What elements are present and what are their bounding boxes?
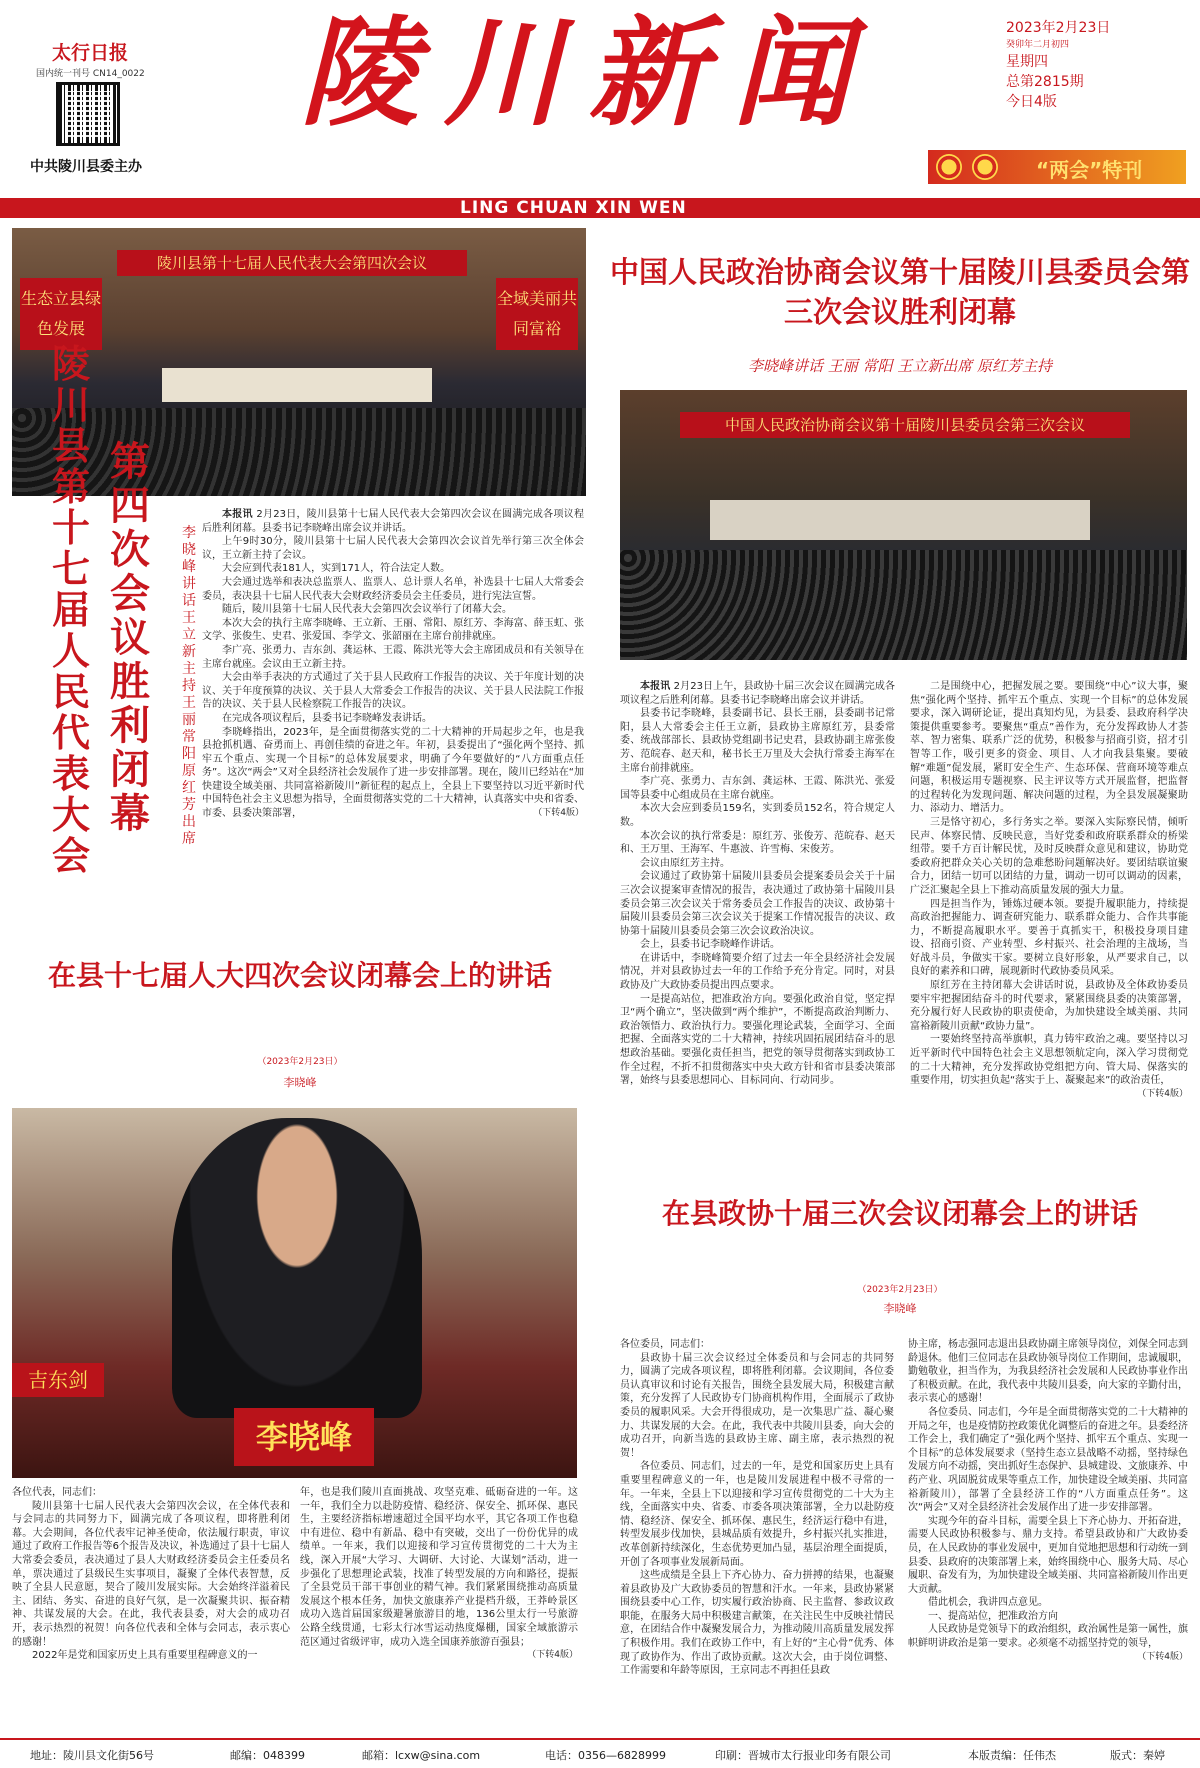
issue-number: 总第2815期 [1006, 74, 1084, 90]
stage [710, 500, 1090, 540]
cppcc-speech-col1: 各位委员，同志们： 县政协十届三次会议经过全体委员和与会同志的共同努力，圆满了完成各项议程，即将胜利闭幕。会议期间，各位委员认真审议和讨论有关报告，围绕全县发展大局，积极建言献策，充分发挥了人民政协专门协商机构作用，全面展示了政协委员的履职风采。大会开得很成功，是一次集思广益、凝心聚力、共谋发展的大会。在此，我代表中共陵川县委，向大会的成功召开，向新当选的县政协主席、副主席，表示热烈的祝贺！ 各位委员、同志们，过去的一年，是党和国家历史上具有重要里程碑意义的一年，也是陵川发展进程中极不寻常的一年。一年来，全县上下以迎接和学习宣传贯彻党的二十大为主线，全面落实中央、省委、市委各项决策部署，全力以赴防疫情、稳经济、保安全、抓环保、惠民生，经济运行稳中有进，转型发展步伐加快，县城品质有效提升，乡村振兴扎实推进，改革创新持续深化，生态优势更加凸显，基层治理全面提质，开创了各项事业发展新局面。 这些成绩是全县上下齐心协力、奋力拼搏的结果，也凝聚着县政协及广大政协委员的智慧和汗水。一年来，县政协紧紧围绕县委中心工作，切实履行政治协商、民主监督、参政议政职能，在服务大局中积极建言献策，在关注民生中反映社情民意，在团结合作中凝聚发展合力，为推动陵川高质量发展发挥了积极作用。我们在政协工作中，有上好的“主心骨”优秀、体现了政协作为、作出了政协贡献。这次大会，由于岗位调整、工作需要和年龄等原因，王京同志不再担任县政 [620, 1339, 894, 1677]
date-block [1006, 18, 1186, 112]
cn-number: 国内统一刊号 CN14_0022 [36, 69, 145, 79]
footer-postcode: 邮编：048399 [230, 1749, 305, 1762]
footer [0, 1738, 1200, 1768]
cppcc-speech-title: 在县政协十届三次会议闭幕会上的讲话 [661, 1197, 1138, 1230]
cppcc-article-col1: 本报讯 2月23日上午，县政协十届三次会议在圆满完成各项议程之后胜利闭幕。县委书记李晓峰出席会议并讲话。 县委书记李晓峰，县委副书记、县长王丽，县委副书记常阳，县人大常委会主任王立新，县政协主席原红芳，县委常委、统战部部长、县政协党组副书记史君，县政协副主席张俊芳、范皖春、赵天和，秘书长王万里及大会执行常委主海军在主席台前排就座。 李广亮、张勇力、吉东剑、龚运林、王霞、陈洪光、张爱国等县委中心组成员在主席台就座。 本次大会应到委员159名，实到委员152名，符合规定人数。 本次会议的执行常委是：原红芳、张俊芳、范皖春、赵天和、王万里、王海军、牛惠波、许雪梅、宋俊芳。 会议由原红芳主持。 会议通过了政协第十届陵川县委员会提案委员会关于十届三次会议提案审查情况的报告，表决通过了政协第十届陵川县委员会第三次会议关于常务委员会工作报告的决议、政协第十届陵川县委员会第三次会议关于提案工作情况报告的决议、政协第十届陵川县委员会第三次会议政治决议。 会上，县委书记李晓峰作讲话。 在讲话中，李晓峰简要介绍了过去一年全县经济社会发展情况，并对县政协过去一年的工作给予充分肯定。同时，对县政协及广大政协委员提出四点要求。 一是提高站位，把准政治方向。要强化政治自觉，坚定捍卫“两个确立”，坚决做到“两个维护”，不断提高政治判断力、政治领悟力、政治执行力。要强化理论武装，全面学习、全面把握、全面落实党的二十大精神，持续巩固拓展团结奋斗的思想政治基础。要强化责任担当，把党的领导贯彻落实到政协工作全过程，不折不扣贯彻落实中央大政方针和省市县委决策部署，始终与县委思想同心、目标同向、行动同步。 [620, 681, 895, 1087]
audience [620, 550, 1187, 660]
cppcc-speech-speaker: 李晓峰 [883, 1302, 917, 1315]
emblem-icon [972, 154, 998, 180]
footer-editor: 本版责编：任伟杰 [968, 1749, 1056, 1762]
footer-phone: 电话：0356—6828999 [545, 1749, 666, 1762]
paper-logo: 太行日报 [52, 42, 129, 64]
npc-headline-sub: 第四次会议胜利闭幕 [110, 439, 150, 837]
npc-headline-main: 陵川县第十七届人民代表大会 [52, 342, 91, 878]
article-lead: 本报讯 [222, 509, 253, 520]
photo-slogan-right: 全域美丽共同富裕 [496, 278, 578, 350]
npc-speech-speaker: 李晓峰 [283, 1076, 317, 1089]
npc-speech-title: 在县十七届人大四次会议闭幕会上的讲话 [47, 959, 552, 992]
cppcc-speech-col2: 协主席，杨志强同志退出县政协副主席领导岗位，刘保全同志到龄退休。他们三位同志在县政协领导岗位工作期间，忠诚履职，勤勉敬业，担当作为，为我县经济社会发展和人民政协事业作出了积极贡献。在此，我代表中共陵川县委，向大家的辛勤付出，表示衷心的感谢！ 各位委员、同志们，今年是全面贯彻落实党的二十大精神的开局之年，也是疫情防控政策优化调整后的奋进之年。县委经济工作会上，我们确定了“强化两个坚持、抓牢五个重点、实现一个目标”的总体发展要求（坚持生态立县战略不动摇，坚持绿色发展方向不动摇，突出抓好生态保护、县城建设、文旅康养、中药产业、巩固脱贫成果等重点工作，加快建设全域美丽、共同富裕新陵川），部署了全县经济工作的“八方面重点任务”。这次“两会”又对全县经济社会发展作出了进一步安排部署。 实现今年的奋斗目标，需要全县上下齐心协力、开拓奋进，需要人民政协积极参与、鼎力支持。希望县政协和广大政协委员，在人民政协的事业发展中，更加自觉地把思想和行动统一到县委、县政府的决策部署上来，始终围绕中心、服务大局、尽心履职、奋发有为，为加快建设全域美丽、共同富裕新陵川作出更大贡献。 借此机会，我讲四点意见。 一、提高站位，把准政治方向 人民政协是党领导下的政治组织，政治属性是第一属性，旗帜鲜明讲政治是第一要求。必须毫不动摇坚持党的领导， （下转4版） [908, 1338, 1188, 1730]
page-count: 今日4版 [1006, 94, 1057, 110]
cppcc-article-col2: 二是围绕中心，把握发展之要。要围绕“中心”议大事，聚焦“强化两个坚持、抓牢五个重点、实现一个目标”的总体发展要求，深入调研论证，提出真知灼见，为县委、县政府科学决策提供重要参考。要聚焦“重点”善作为，充分发挥政协人才荟萃、智力密集、联系广泛的优势，积极参与招商引资，招才引智等工作，吸引更多的资金、项目、人才向我县集聚。要破解“难题”促发展，紧盯安全生产、生态环保、营商环境等难点问题，积极运用专题视察、民主评议等方式开展监督，把监督的过程转化为发现问题、解决问题的过程，为全县发展凝聚助力、添动力、增活力。 三是恪守初心，多行务实之举。要深入实际察民情，倾听民声、体察民情、反映民意，当好党委和政府联系群众的桥梁纽带。要千方百计解民忧，及时反映群众意见和建议，协助党委政府把群众关心关切的急难愁盼问题解决好。要团结联谊聚合力，团结一切可以团结的力量，调动一切可以调动的因素，广泛汇聚起全县上下推动高质量发展的强大力量。 四是担当作为，锤炼过硬本领。要提升履职能力，持续提高政治把握能力、调查研究能力、联系群众能力、合作共事能力，不断提高履职水平。要善于真抓实干，积极投身项目建设、招商引资、产业转型、乡村振兴、社会治理的主战场，当好战斗员，争做实干家。要树立良好形象，从严要求自己，以良好的素养和口碑，展现新时代政协委员风采。 原红芳在主持闭幕大会讲话时说，县政协及全体政协委员要牢牢把握团结奋斗的时代要求，紧紧围绕县委的决策部署，充分履行好人民政协的职责使命，为加快建设全域美丽、共同富裕新陵川贡献“政协力量”。 一要始终坚持高举旗帜，真力铸牢政治之魂。要坚持以习近平新时代中国特色社会主义思想领航定向，深入学习贯彻党的二十大精神，充分发挥政协党组把方向、管大局、保落实的重要作用，切实担负起“落实于上、凝聚起来”的政治责任， （下转4版） [910, 680, 1188, 1172]
npc-speech-date: （2023年2月23日） [257, 1057, 343, 1067]
npc-headline-byline: 李晓峰讲话 王立新主持 王丽 常阳 原红芳出席 [182, 525, 196, 847]
photo-banner: 中国人民政治协商会议第十届陵川县委员会第三次会议 [680, 412, 1130, 438]
issue-date: 2023年2月23日 [1006, 20, 1111, 36]
lunar-date: 癸卯年二月初四 [1006, 40, 1070, 50]
photo-nameplate-left: 吉东剑 [12, 1363, 104, 1397]
emblem-icon [936, 154, 962, 180]
footer-address: 地址：陵川县文化街56号 [30, 1749, 154, 1762]
npc-article: 本报讯 2月23日，陵川县第十七届人民代表大会第四次会议在圆满完成各项议程后胜利闭幕。县委书记李晓峰出席会议并讲话。 上午9时30分，陵川县第十七届人民代表大会第四次会议首先举行第三次全体会议，王立新主持了会议。 大会应到代表181人，实到171人，符合法定人数。 大会通过选举和表决总监票人、监票人、总计票人名单，补选县十七届人大常委会委员，表决县十七届人民代表大会财政经济委员会主任委员，进行宪法宣誓。 随后，陵川县第十七届人民代表大会第四次会议举行了闭幕大会。 本次大会的执行主席李晓峰、王立新、王丽、常阳、原红芳、李海富、薛玉虹、张文学、张俊生、史君、张爱国、李学文、张韶丽在主席台前排就座。 李广亮、张勇力、吉东剑、龚运林、王霞、陈洪光等大会主席团成员和有关领导在主席台就座。会议由王立新主持。 大会由举手表决的方式通过了关于县人民政府工作报告的决议、关于年度计划的决议、关于年度预算的决议、关于县人大常委会工作报告的决议、关于县人民法院工作报告的决议、关于县人民检察院工作报告的决议。 在完成各项议程后，县委书记李晓峰发表讲话。 李晓峰指出，2023年，是全面贯彻落实党的二十大精神的开局起步之年，也是我县抢抓机遇、奋勇而上、再创佳绩的奋进之年。年初，县委提出了“强化两个坚持、抓牢五个重点、实现一个目标”的总体发展要求，明确了今年要做好的“八方面重点任务”。这次“两会”又对全县经济社会发展作了进一步安排部署。现在，陵川已经站在“加快建设全域美丽、共同富裕新陵川”新征程的起点上，全县上下要坚持以习近平新时代中国特色社会主义思想为指导，全面贯彻落实党的二十大精神，认真落实中央和省委、市委、县委决策部署， （下转4版） [202, 509, 584, 820]
continued-note: （下转4版） [1137, 1651, 1188, 1662]
footer-email: 邮箱：lcxw@sina.com [362, 1749, 481, 1762]
photo-slogan-left: 生态立县绿色发展 [20, 278, 102, 350]
special-edition-badge [928, 150, 1186, 184]
speaker-figure [172, 1118, 422, 1418]
cppcc-meeting-photo [620, 390, 1187, 660]
photo-banner: 陵川县第十七届人民代表大会第四次会议 [117, 250, 467, 276]
photo-nameplate: 李晓峰 [234, 1408, 374, 1466]
footer-layout: 版式：秦婷 [1110, 1749, 1165, 1762]
cppcc-headline: 中国人民政治协商会议第十届陵川县委员会第三次会议胜利闭幕 [610, 255, 1191, 329]
footer-printer: 印刷：晋城市太行报业印务有限公司 [715, 1749, 891, 1762]
cppcc-speech-date: （2023年2月23日） [857, 1285, 943, 1295]
continued-note: （下转4版） [527, 1650, 578, 1661]
continued-note: （下转4版） [1137, 1088, 1188, 1099]
weekday: 星期四 [1006, 54, 1048, 70]
npc-speech-col1: 各位代表，同志们： 陵川县第十七届人民代表大会第四次会议，在全体代表和与会同志的共同努力下，圆满完成了各项议程，即将胜利闭幕。大会期间，各位代表牢记神圣使命，依法履行职责，审议通过了政府工作报告等6个报告及决议，补选通过了县十七届人大常委会委员，表决通过了县人大财政经济委员会主任委员名单，票决通过了县级民生实事项目，凝聚了全体代表智慧，反映了全县人民意愿，契合了陵川发展实际。大会始终洋溢着民主、团结、务实、奋进的良好气氛，是一次凝聚共识、振奋精神、共谋发展的大会。在此，我代表县委，对大会的成功召开，表示热烈的祝贺！向各位代表和全体与会同志，表示衷心的感谢！ 2022年是党和国家历史上具有重要里程碑意义的一 [12, 1487, 290, 1662]
publisher: 中共陵川县委主办 [30, 159, 142, 175]
qr-code [56, 82, 120, 146]
npc-speech-col2: 年，也是我们陵川直面挑战、攻坚克难、砥砺奋进的一年。这一年，我们全力以赴防疫情、稳经济、保安全、抓环保、惠民生，主要经济指标增速超过全国平均水平，其它各项工作也稳中有进位、稳中有新晶、稳中有突破，交出了一份份优异的成绩单。一年来，我们以迎接和学习宣传贯彻党的二十大为主线，深入开展“大学习、大调研、大讨论、大谋划”活动，进一步强化了思想理论武装，找准了转型发展的方向和路径，提振了全县党员干部干事创业的精气神。我们紧紧围绕推动高质量发展这个根本任务，加快文旅康养产业提档升级，王莽岭景区成功入选首届国家级避暑旅游目的地，136公里太行一号旅游公路全线贯通，七彩太行冰雪运动热度爆棚，国家全域旅游示范区通过省级评审，成功入选全国康养旅游百强县； （下转4版） [300, 1486, 578, 1731]
stage [162, 368, 432, 402]
newspaper-title: 陵川新闻 [300, 3, 877, 142]
masthead-pinyin: LING CHUAN XIN WEN [460, 198, 687, 218]
cppcc-byline: 李晓峰讲话 王丽 常阳 王立新出席 原红芳主持 [747, 357, 1053, 375]
speaker-photo [12, 1108, 577, 1478]
continued-note: （下转4版） [533, 808, 584, 819]
special-edition-label: “两会”特刊 [1036, 158, 1143, 182]
